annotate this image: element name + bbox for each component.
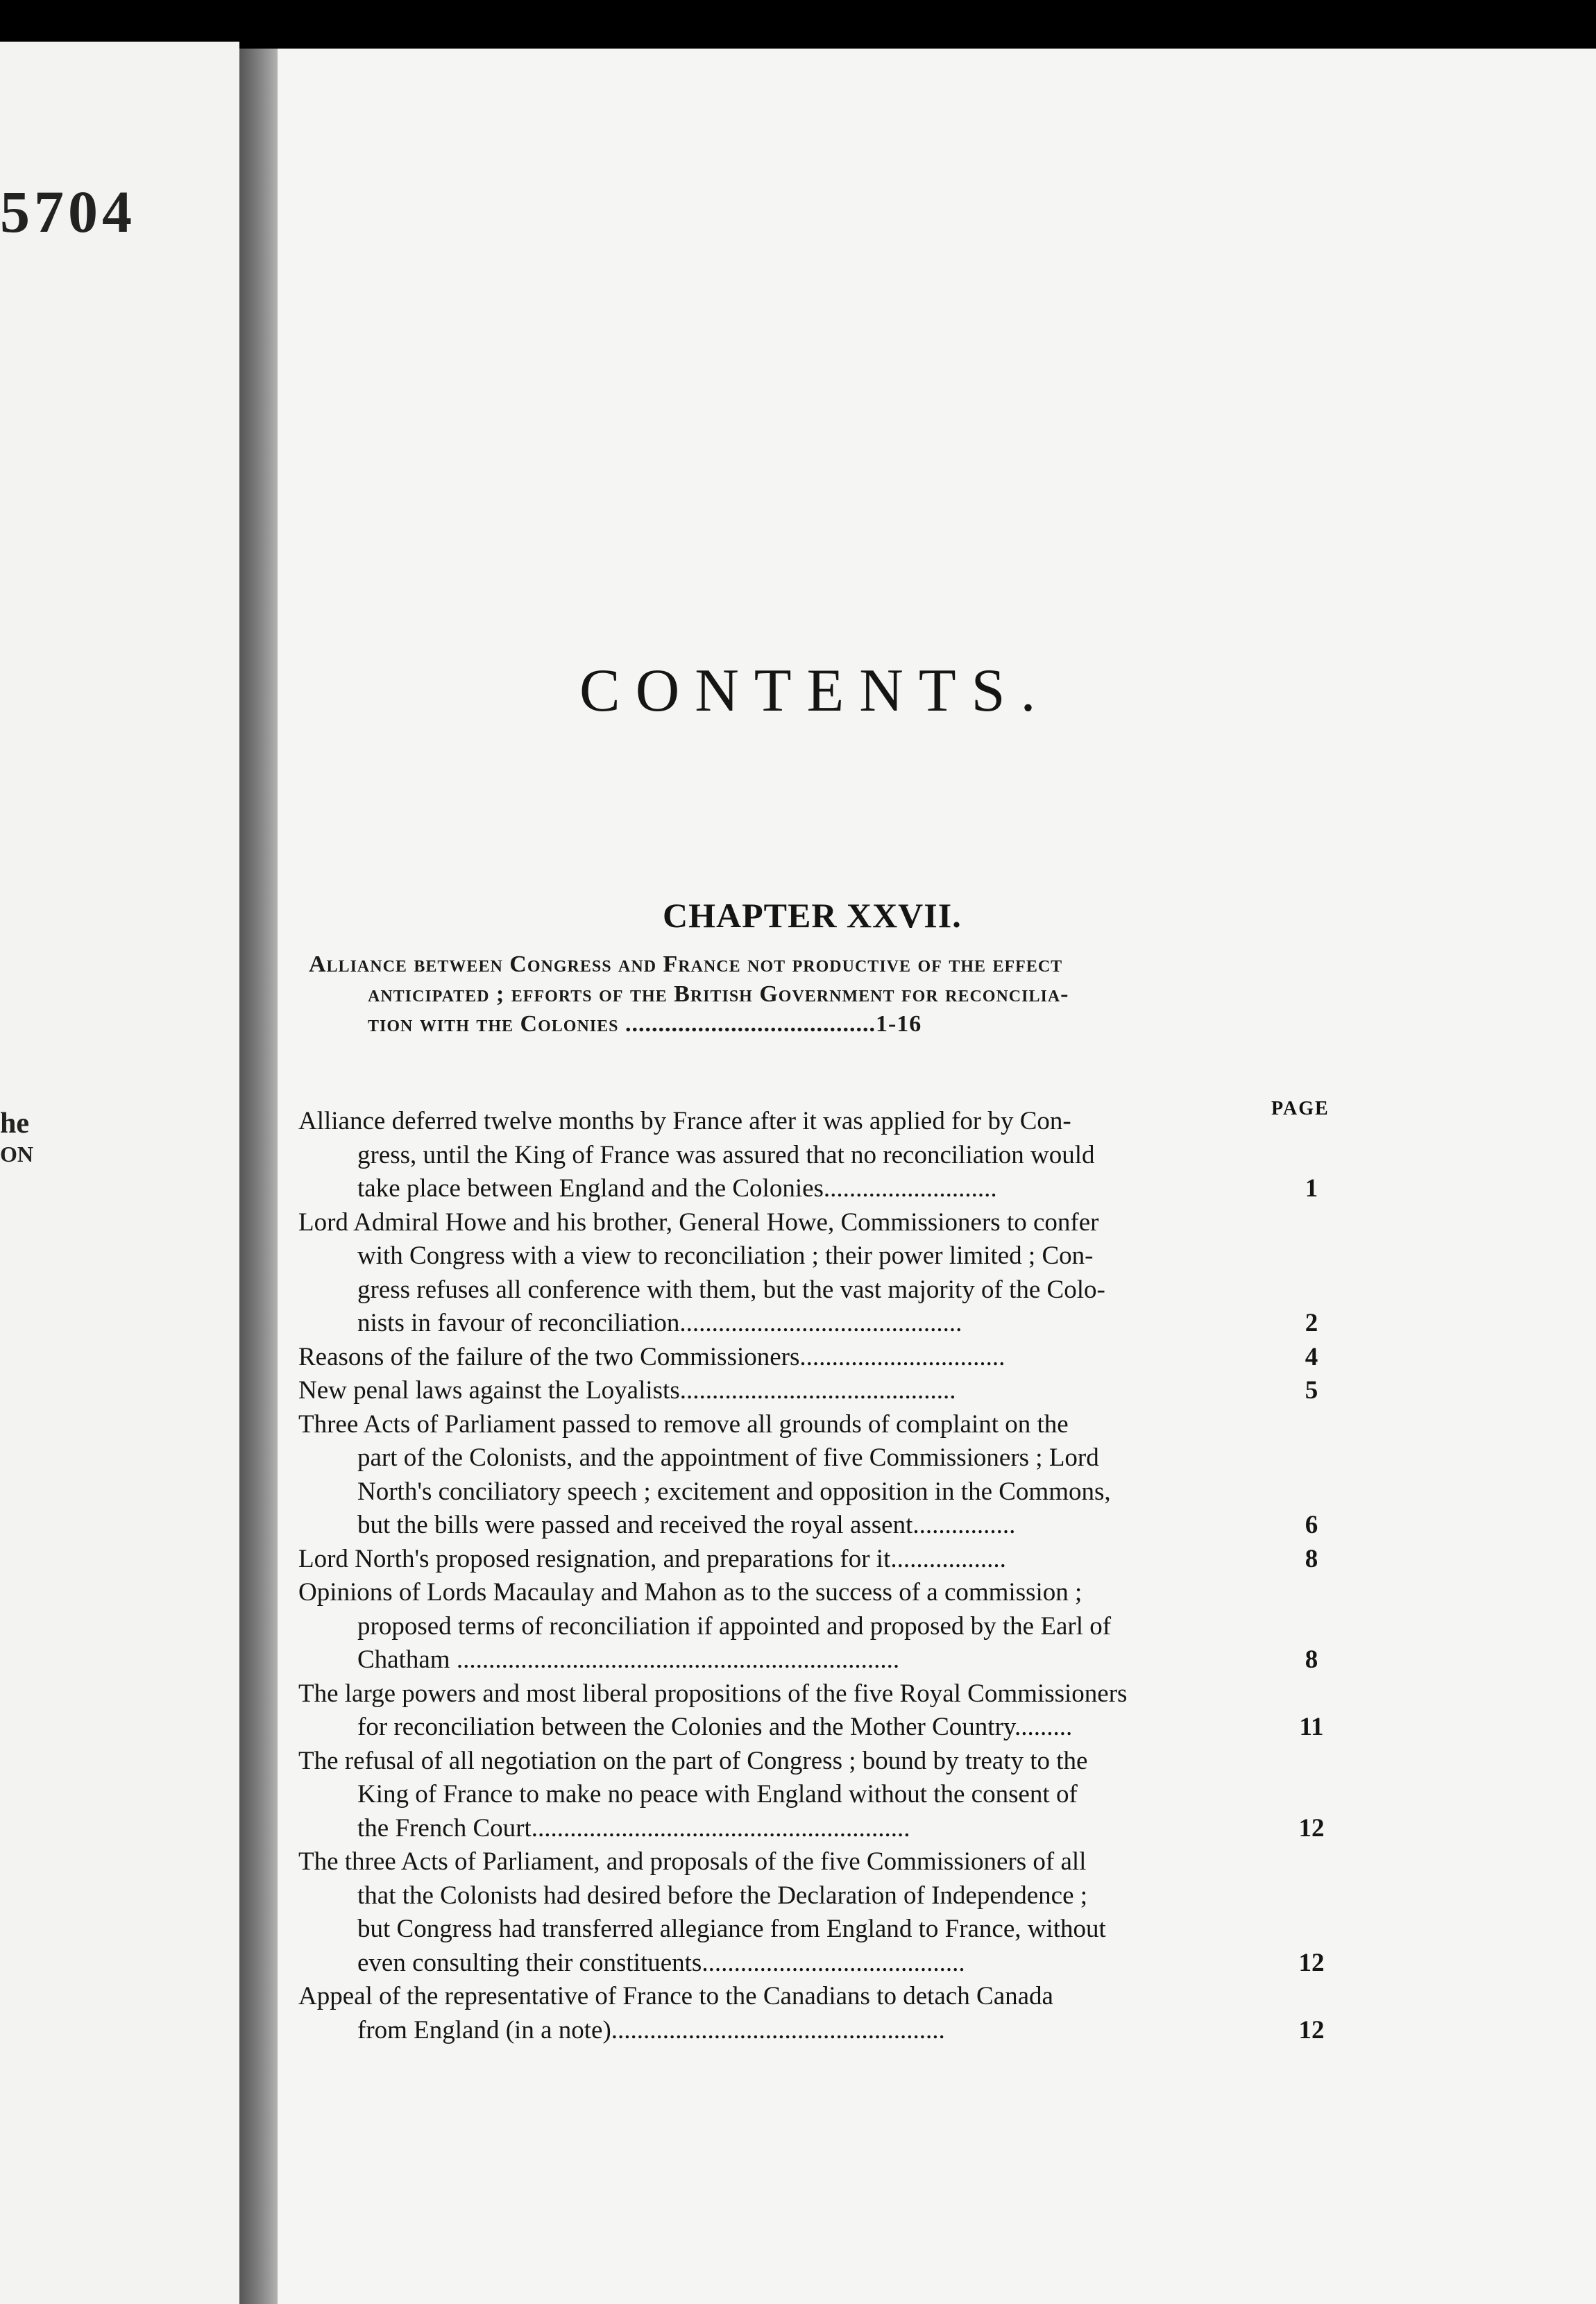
- page-column-label: PAGE: [1271, 1098, 1330, 1119]
- contents-entry-page-number: 4: [1305, 1342, 1318, 1371]
- contents-entry-page-number: 11: [1299, 1713, 1324, 1741]
- contents-entry-line: Appeal of the representative of France to the Canadians to detach Canada: [298, 1982, 1053, 2010]
- contents-entry-page-number: 6: [1305, 1511, 1318, 1539]
- contents-entry-line: The refusal of all negotiation on the part of Congress ; bound by treaty to the: [298, 1746, 1088, 1775]
- contents-entry: [298, 1374, 1339, 1408]
- contents-entry-line: gress refuses all conference with them, but the vast majority of the Colo-: [357, 1275, 1105, 1304]
- contents-entry-line: from England (in a note)....................................................: [357, 2015, 945, 2044]
- contents-entry-line: Chatham .....................................................................: [357, 1645, 900, 1674]
- contents-entry: [298, 1206, 1339, 1341]
- left-page-number: 5704: [0, 178, 136, 245]
- contents-entry-page-number: 12: [1298, 1813, 1325, 1843]
- contents-entry-line: Lord Admiral Howe and his brother, General Howe, Commissioners to confer: [298, 1208, 1099, 1237]
- contents-entry-line: Alliance deferred twelve months by France after it was applied for by Con-: [298, 1107, 1071, 1135]
- chapter-summary-line: anticipated ; efforts of the British Government for reconcilia-: [368, 981, 1069, 1007]
- contents-entry-line: The three Acts of Parliament, and proposals of the five Commissioners of all: [298, 1847, 1087, 1876]
- contents-entry-page-number: 12: [1298, 1948, 1325, 1977]
- contents-entry-line: proposed terms of reconciliation if appointed and proposed by the Earl of: [357, 1611, 1112, 1641]
- contents-entry-line: New penal laws against the Loyalists...........................................: [298, 1376, 956, 1405]
- left-page-fragment: he: [0, 1108, 29, 1140]
- contents-entry: [298, 1105, 1339, 1206]
- contents-entry: [298, 1745, 1339, 1846]
- left-page-fragment: ON: [0, 1142, 33, 1167]
- left-page: [0, 42, 239, 2304]
- contents-entry: [298, 1543, 1339, 1577]
- contents-entry: [298, 1341, 1339, 1375]
- contents-entries: [298, 1105, 1339, 2047]
- chapter-summary-line: Alliance between Congress and France not productive of the effect: [309, 951, 1063, 977]
- contents-entry-page-number: 1: [1305, 1174, 1318, 1203]
- chapter-summary: [309, 949, 1280, 1039]
- contents-entry-line: even consulting their constituents.........................................: [357, 1948, 965, 1977]
- contents-entry-page-number: 12: [1298, 2015, 1325, 2044]
- contents-entry: [298, 1845, 1339, 1980]
- contents-entry-page-number: 8: [1305, 1645, 1318, 1674]
- contents-entry-line: but Congress had transferred allegiance from England to France, without: [357, 1915, 1106, 1943]
- contents-entry-page-number: 2: [1305, 1309, 1318, 1337]
- contents-entry-line: the French Court...........................................................: [357, 1813, 910, 1843]
- contents-entry: [298, 1677, 1339, 1745]
- contents-entry-line: King of France to make no peace with England without the consent of: [357, 1780, 1078, 1809]
- contents-entry-line: Three Acts of Parliament passed to remove all grounds of complaint on the: [298, 1409, 1069, 1439]
- contents-entry-line: take place between England and the Colonies...........................: [357, 1174, 997, 1203]
- contents-entry-line: nists in favour of reconciliation............................................: [357, 1309, 962, 1337]
- contents-entry: [298, 1576, 1339, 1677]
- contents-entry-line: gress, until the King of France was assured that no reconciliation would: [357, 1140, 1095, 1169]
- contents-entry: [298, 1408, 1339, 1543]
- contents-entry-line: Reasons of the failure of the two Commissioners................................: [298, 1342, 1005, 1371]
- contents-entry-page-number: 5: [1305, 1376, 1318, 1405]
- contents-entry-line: Lord North's proposed resignation, and preparations for it..................: [298, 1544, 1006, 1573]
- book-gutter: [239, 49, 281, 2304]
- contents-entry-page-number: 8: [1305, 1544, 1318, 1573]
- contents-entry-line: that the Colonists had desired before the Declaration of Independence ;: [357, 1881, 1088, 1910]
- chapter-title: CHAPTER XXVII.: [663, 896, 962, 935]
- contents-entry-line: for reconciliation between the Colonies and the Mother Country.........: [357, 1713, 1073, 1741]
- contents-entry-line: but the bills were passed and received the royal assent................: [357, 1511, 1016, 1539]
- contents-entry-line: with Congress with a view to reconciliation ; their power limited ; Con-: [357, 1242, 1094, 1270]
- chapter-summary-line: tion with the Colonies ......................................1-16: [368, 1011, 922, 1037]
- contents-entry-line: The large powers and most liberal propositions of the five Royal Commissioners: [298, 1679, 1128, 1708]
- contents-entry-line: North's conciliatory speech ; excitement and opposition in the Commons,: [357, 1477, 1111, 1506]
- contents-entry-line: Opinions of Lords Macaulay and Mahon as to the success of a commission ;: [298, 1578, 1083, 1607]
- contents-entry-line: part of the Colonists, and the appointment of five Commissioners ; Lord: [357, 1443, 1099, 1472]
- page-title: CONTENTS.: [579, 657, 1051, 725]
- contents-entry: [298, 1980, 1339, 2047]
